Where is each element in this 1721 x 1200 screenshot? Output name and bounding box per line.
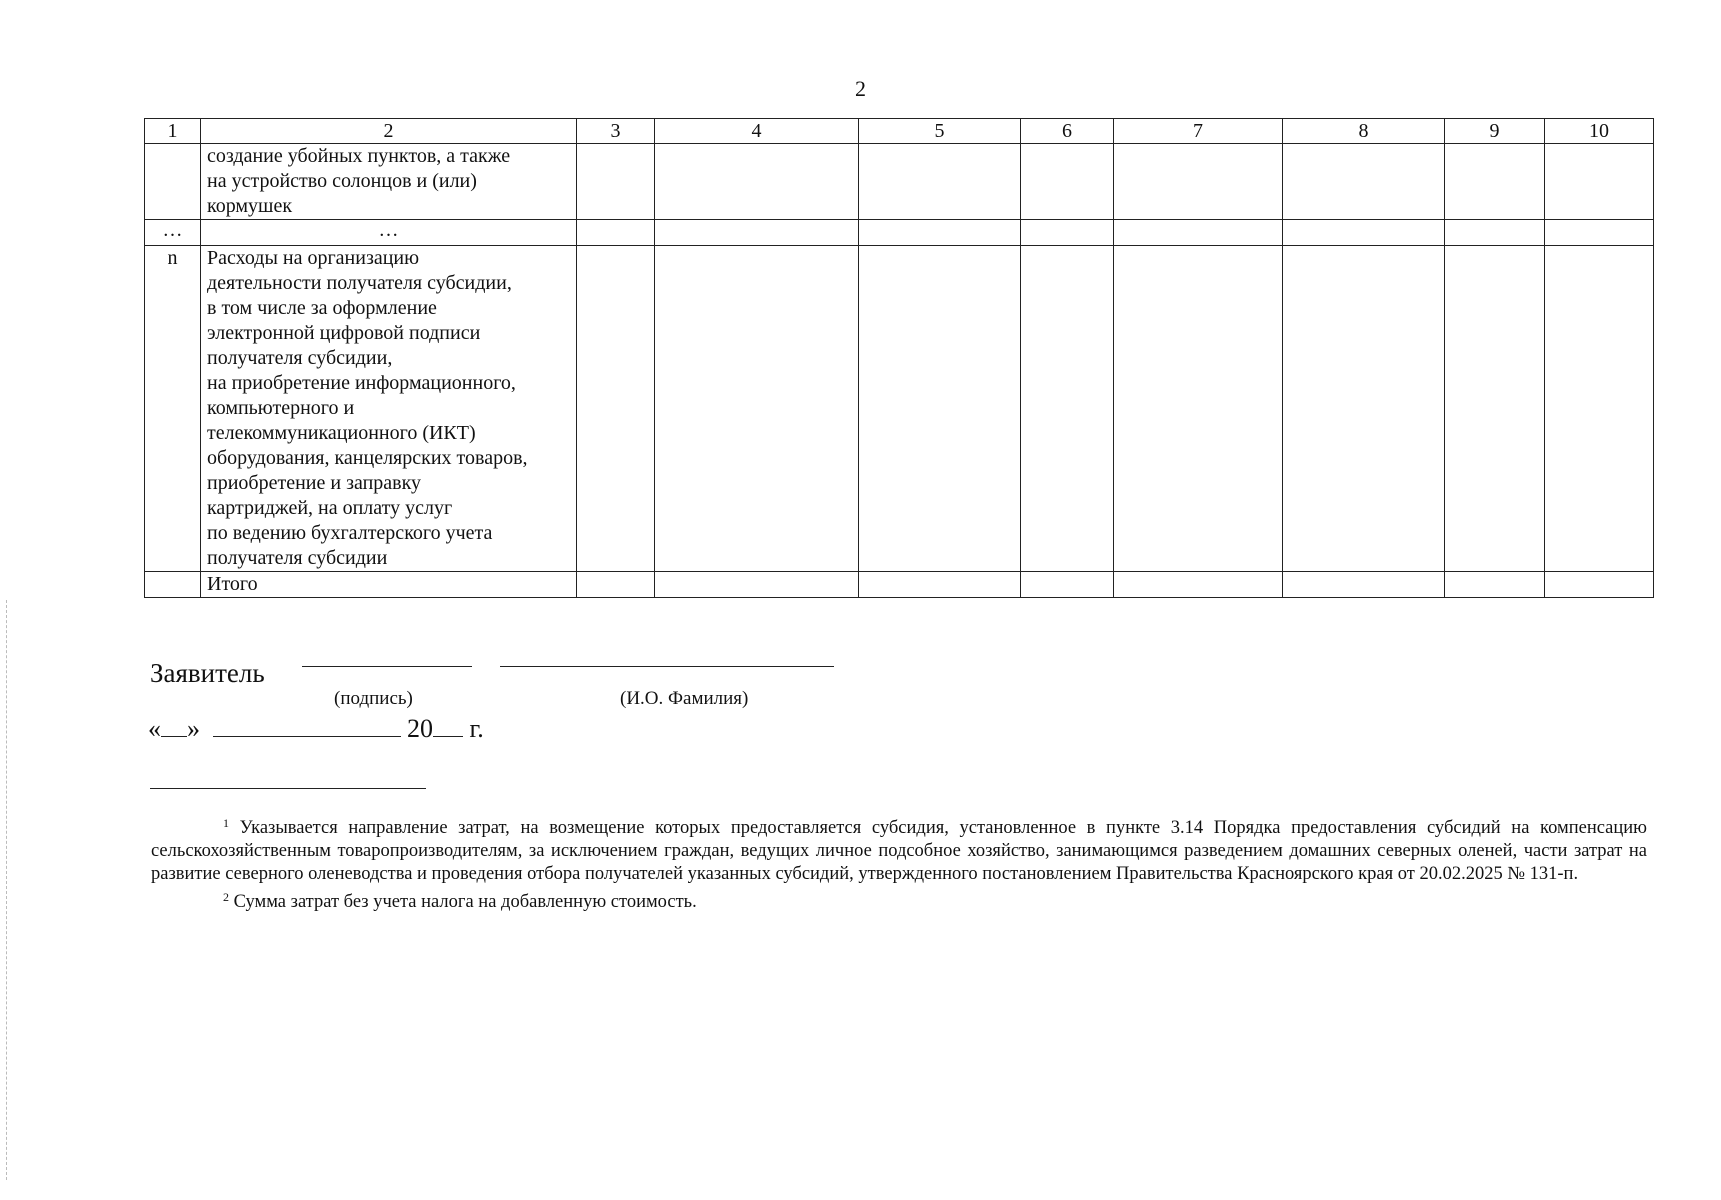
row-number-cell: [145, 144, 201, 220]
empty-cell: [859, 220, 1021, 246]
date-line: [148, 714, 484, 744]
empty-cell: [655, 572, 859, 598]
column-header: 8: [1283, 119, 1445, 144]
empty-cell: [577, 144, 655, 220]
date-close-quote: »: [187, 714, 200, 743]
empty-cell: [1114, 246, 1283, 572]
empty-cell: [1445, 144, 1545, 220]
date-year-suffix: г.: [469, 714, 484, 743]
empty-cell: [859, 572, 1021, 598]
row-number-cell: n: [145, 246, 201, 572]
date-year-blank: [433, 714, 463, 737]
signature-caption: (подпись): [334, 688, 413, 709]
empty-cell: [145, 572, 201, 598]
empty-cell: [1114, 220, 1283, 246]
empty-cell: [1114, 144, 1283, 220]
total-row: [145, 572, 1654, 598]
empty-cell: [1283, 144, 1445, 220]
footnote-separator: [150, 788, 426, 789]
name-caption: (И.О. Фамилия): [620, 688, 749, 709]
expense-description-cell: Расходы на организацию деятельности получателя субсидии, в том числе за оформление электронной цифровой подписи получателя субсидии, на приобретение информационного, компьютерного и телекоммуникационного (ИКТ) оборудования, канцелярских товаров, приобретение и заправку картриджей, на оплату услуг по ведению бухгалтерского учета получателя субсидии: [201, 246, 577, 572]
empty-cell: [1114, 572, 1283, 598]
empty-cell: [1283, 220, 1445, 246]
empty-cell: [1545, 220, 1654, 246]
empty-cell: [1021, 144, 1114, 220]
cost-table: [144, 118, 1654, 598]
page-number-text: 2: [855, 76, 866, 101]
empty-cell: [859, 144, 1021, 220]
column-header: 3: [577, 119, 655, 144]
date-month-blank: [213, 714, 401, 737]
footnotes: [151, 812, 1647, 914]
column-header: 1: [145, 119, 201, 144]
empty-cell: [577, 220, 655, 246]
empty-cell: [1283, 572, 1445, 598]
signature-line: [302, 666, 472, 667]
footnote-1: [151, 812, 1647, 886]
column-header: 5: [859, 119, 1021, 144]
empty-cell: [577, 246, 655, 572]
column-header: 10: [1545, 119, 1654, 144]
expense-description-cell: создание убойных пунктов, а также на устройство солонцов и (или) кормушек: [201, 144, 577, 220]
empty-cell: [1021, 220, 1114, 246]
empty-cell: [577, 572, 655, 598]
date-open-quote: «: [148, 714, 161, 743]
table-header-row: [145, 119, 1654, 144]
row-number-cell: …: [145, 220, 201, 246]
footnote-marker: 1: [223, 816, 229, 830]
applicant-label: Заявитель: [150, 658, 265, 688]
empty-cell: [1445, 572, 1545, 598]
table-row: [145, 220, 1654, 246]
date-day-blank: [161, 714, 187, 737]
expense-description-cell: …: [201, 220, 577, 246]
empty-cell: [655, 220, 859, 246]
column-header: 6: [1021, 119, 1114, 144]
empty-cell: [1445, 246, 1545, 572]
table-row: [145, 144, 1654, 220]
footnote-marker: 2: [223, 890, 229, 904]
table-row: [145, 246, 1654, 572]
footnote-2: [151, 886, 1647, 914]
empty-cell: [1545, 144, 1654, 220]
column-header: 4: [655, 119, 859, 144]
date-year-prefix: 20: [407, 714, 433, 743]
empty-cell: [859, 246, 1021, 572]
scan-margin-marks: [6, 600, 9, 1180]
column-header: 9: [1445, 119, 1545, 144]
total-label-cell: Итого: [201, 572, 577, 598]
empty-cell: [1545, 572, 1654, 598]
column-header: 2: [201, 119, 577, 144]
empty-cell: [1445, 220, 1545, 246]
empty-cell: [1545, 246, 1654, 572]
footnote-text: Сумма затрат без учета налога на добавленную стоимость.: [233, 892, 697, 912]
page-number: [0, 76, 1721, 102]
empty-cell: [1021, 246, 1114, 572]
empty-cell: [1021, 572, 1114, 598]
name-line: [500, 666, 834, 667]
empty-cell: [655, 246, 859, 572]
empty-cell: [1283, 246, 1445, 572]
column-header: 7: [1114, 119, 1283, 144]
empty-cell: [655, 144, 859, 220]
footnote-text: Указывается направление затрат, на возмещение которых предоставляется субсидия, установленное в пункте 3.14 Порядка предоставления субсидий на компенсацию сельскохозяйственным товаропроизводителям, за исключением граждан, ведущих личное подсобное хозяйство, занимающимся разведением домашних северных оленей, части затрат на развитие северного оленеводства и проведения отбора получателей указанных субсидий, утвержденного постановлением Правительства Красноярского края от 20.02.2025 № 131-п.: [151, 818, 1647, 884]
